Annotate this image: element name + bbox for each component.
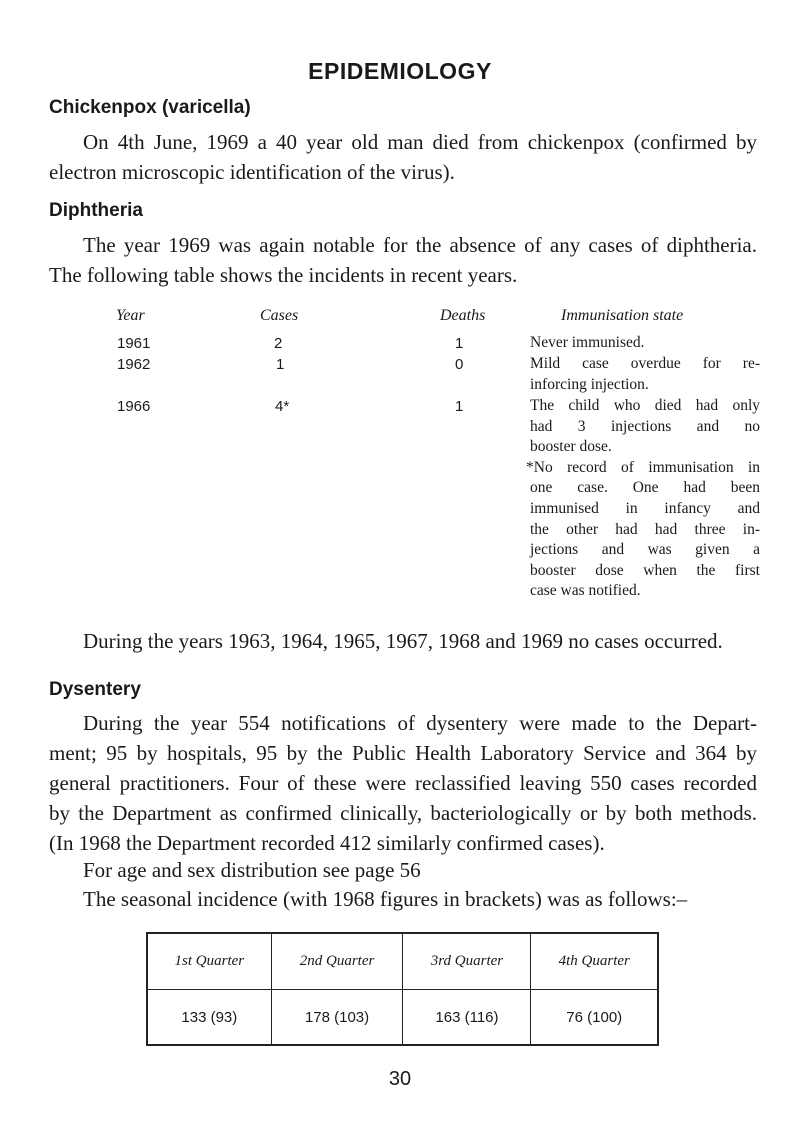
seasonal-incidence-intro: The seasonal incidence (with 1968 figures in brackets) was as follows:–: [83, 887, 688, 911]
text-line: booster dose when the first: [530, 561, 760, 579]
age-sex-reference: For age and sex distribution see page 56: [83, 858, 421, 882]
text-line: *No record of immunisation in: [526, 458, 760, 476]
page-number: 30: [388, 1068, 412, 1090]
text-line: During the year 554 notifications of dysentery were made to the Depart-: [83, 711, 757, 735]
header-2nd-quarter: 2nd Quarter: [271, 933, 403, 990]
value-4th-quarter: 76 (100): [531, 990, 658, 1046]
header-year: Year: [116, 307, 145, 324]
chickenpox-heading: Chickenpox (varicella): [49, 97, 251, 118]
dysentery-paragraph: [49, 708, 757, 858]
text-line: The child who died had only: [530, 397, 760, 414]
text-line: case was notified.: [530, 582, 641, 600]
text-line: general practitioners. Four of these were reclassified leaving 550 cases recorded: [49, 771, 757, 795]
text-line: The following table shows the incidents in recent years.: [49, 263, 518, 287]
header-cases: Cases: [260, 307, 299, 324]
header-4th-quarter: 4th Quarter: [531, 933, 658, 990]
text-line: Mild case overdue for re-: [530, 355, 760, 372]
value-2nd-quarter: 178 (103): [271, 990, 403, 1046]
cell-deaths: 1: [455, 398, 464, 415]
text-line: On 4th June, 1969 a 40 year old man died from chickenpox (confirmed by: [83, 130, 757, 154]
table-row: [147, 933, 658, 990]
diphtheria-heading: Diphtheria: [49, 200, 143, 221]
text-line: immunised in infancy and: [530, 499, 760, 517]
text-line: inforcing injection.: [530, 375, 649, 393]
cell-year: 1962: [117, 356, 151, 373]
diphtheria-no-cases-note: During the years 1963, 1964, 1965, 1967, 1968 and 1969 no cases occurred.: [83, 629, 723, 653]
text-line: jections and was given a: [530, 541, 760, 559]
text-line: by the Department as confirmed clinically, bacteriologically or by both methods.: [49, 801, 757, 825]
page-title: EPIDEMIOLOGY: [308, 58, 492, 84]
text-line: ment; 95 by hospitals, 95 by the Public Health Laboratory Service and 364 by: [49, 741, 757, 765]
text-line: had 3 injections and no: [530, 417, 760, 435]
text-line: The year 1969 was again notable for the absence of any cases of diphtheria.: [83, 233, 757, 257]
value-3rd-quarter: 163 (116): [403, 990, 531, 1046]
cell-year: 1961: [117, 335, 151, 352]
text-line: Never immunised.: [530, 334, 645, 351]
table-row: [147, 990, 658, 1046]
chickenpox-paragraph: [49, 127, 757, 187]
cell-immunisation: [530, 354, 760, 395]
diphtheria-paragraph: [49, 230, 757, 290]
header-immunisation: Immunisation state: [561, 307, 684, 324]
text-line: (In 1968 the Department recorded 412 similarly confirmed cases).: [49, 831, 605, 855]
text-line: electron microscopic identification of the virus).: [49, 160, 455, 184]
dysentery-heading: Dysentery: [49, 679, 141, 700]
value-1st-quarter: 133 (93): [147, 990, 271, 1046]
cell-deaths: 1: [455, 335, 464, 352]
cell-year: 1966: [117, 398, 151, 415]
header-3rd-quarter: 3rd Quarter: [403, 933, 531, 990]
header-1st-quarter: 1st Quarter: [147, 933, 271, 990]
seasonal-incidence-table: [146, 932, 659, 1046]
cell-cases: 2: [274, 335, 283, 352]
cell-cases: 4*: [275, 398, 290, 415]
cell-deaths: 0: [455, 356, 464, 373]
cell-cases: 1: [276, 356, 285, 373]
text-line: booster dose.: [530, 438, 612, 456]
text-line: one case. One had been: [530, 479, 760, 497]
header-deaths: Deaths: [440, 307, 486, 324]
cell-immunisation: [526, 396, 760, 602]
text-line: the other had had three in-: [530, 520, 760, 538]
cell-immunisation: [530, 333, 760, 354]
